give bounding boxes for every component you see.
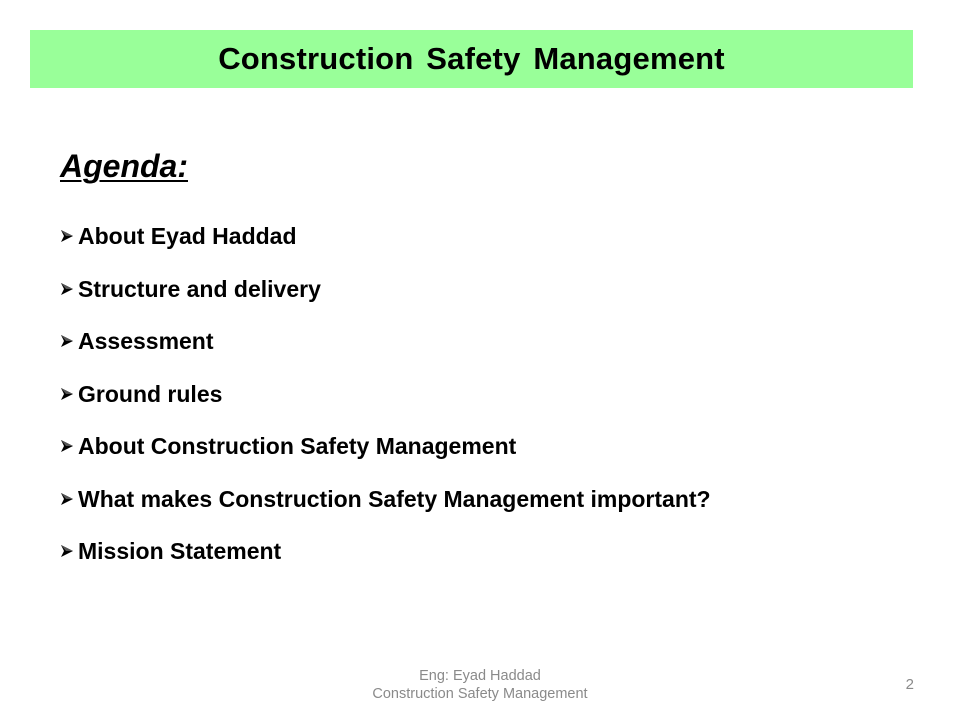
page-number: 2 [905,676,914,693]
arrowhead-bullet-icon [60,269,78,309]
arrowhead-bullet-icon [60,216,78,256]
agenda-item-label: Ground rules [78,380,223,407]
slide-title: Construction Safety Management [218,41,725,76]
agenda-item [60,315,711,368]
agenda-item [60,263,711,316]
agenda-item [60,525,711,578]
arrowhead-bullet-icon [60,374,78,414]
footer-author: Eng: Eyad Haddad [419,668,541,684]
arrowhead-bullet-icon [60,479,78,519]
agenda-list [60,210,711,578]
agenda-item-label: About Eyad Haddad [78,223,297,250]
agenda-item [60,368,711,421]
agenda-item-label: About Construction Safety Management [78,433,517,460]
agenda-heading: Agenda: [60,148,188,184]
agenda-item [60,473,711,526]
arrowhead-bullet-icon [60,321,78,361]
arrowhead-bullet-icon [60,531,78,571]
title-banner [30,30,913,88]
agenda-item-label: What makes Construction Safety Management important? [78,485,711,512]
arrowhead-bullet-icon [60,426,78,466]
agenda-item [60,210,711,263]
slide-footer [330,667,630,703]
agenda-item-label: Mission Statement [78,538,282,565]
footer-subtitle: Construction Safety Management [372,686,588,702]
agenda-item-label: Assessment [78,328,214,355]
agenda-item-label: Structure and delivery [78,275,321,302]
agenda-item [60,420,711,473]
